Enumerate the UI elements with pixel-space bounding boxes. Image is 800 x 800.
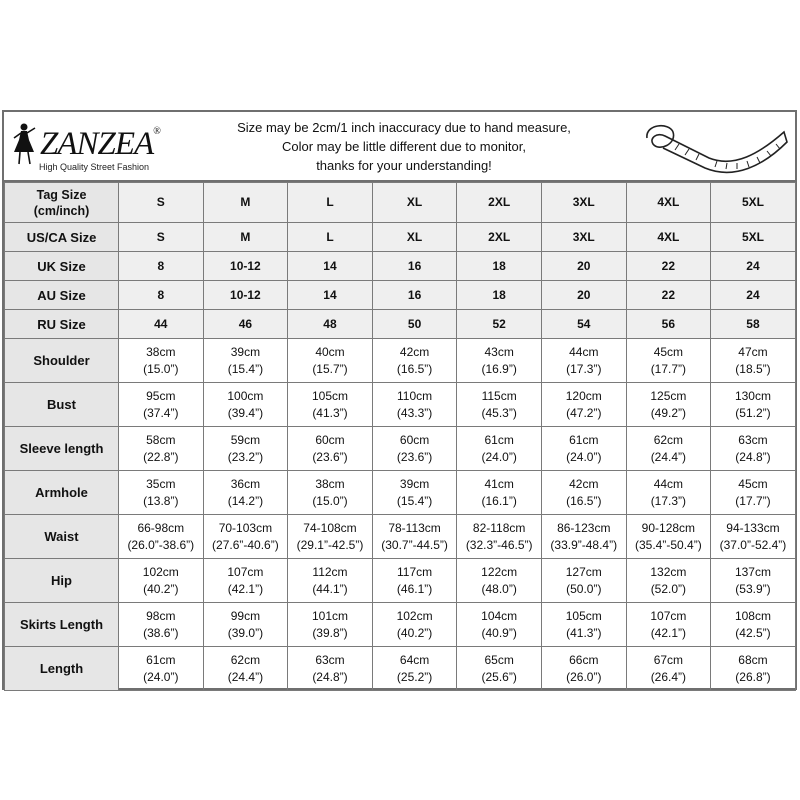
inch-value: (27.6”-40.6”) [212, 537, 279, 552]
size-cell: 50 [372, 310, 457, 339]
size-conversion-row [5, 252, 796, 281]
measurement-cell [372, 471, 457, 515]
cm-value: 68cm [738, 652, 768, 667]
cm-value: 101cm [311, 608, 348, 623]
cm-value: 117cm [397, 564, 433, 579]
inch-value: (33.9”-48.4”) [550, 537, 618, 552]
cm-value: 61cm [146, 652, 176, 667]
size-cell: 52 [457, 310, 542, 339]
cm-value: 44cm [653, 476, 684, 491]
measurement-cell [626, 515, 711, 559]
measurement-cell [119, 647, 204, 691]
cm-value: 107cm [227, 564, 264, 579]
inch-value: (53.9”) [735, 581, 771, 596]
cm-value: 104cm [481, 608, 518, 623]
measurement-row [5, 603, 796, 647]
measurement-cell [711, 427, 796, 471]
cm-value: 66-98cm [137, 520, 185, 535]
row-label-line: AU Size [37, 287, 86, 303]
inch-value: (50.0”) [566, 581, 602, 596]
inch-value: (38.6”) [143, 625, 179, 640]
measurement-cell [711, 603, 796, 647]
measurement-cell [711, 339, 796, 383]
inch-value: (22.8”) [143, 449, 179, 464]
measurement-cell [203, 471, 288, 515]
row-label: Shoulder [5, 339, 119, 383]
measurement-row [5, 339, 796, 383]
cm-value: 38cm [315, 476, 345, 491]
inch-value: (41.3”) [312, 405, 348, 420]
measurement-cell [119, 603, 204, 647]
measurement-cell [203, 515, 288, 559]
row-label: Bust [5, 383, 119, 427]
size-cell: 24 [711, 252, 796, 281]
inch-value: (51.2”) [735, 405, 771, 420]
measurement-cell [119, 383, 204, 427]
cm-value: 95cm [146, 388, 176, 403]
measurement-cell [203, 427, 288, 471]
measurement-cell [626, 427, 711, 471]
woman-silhouette-icon [10, 122, 38, 166]
notice-line: Size may be 2cm/1 inch inaccuracy due to hand measure, [237, 120, 571, 135]
size-cell: 54 [541, 310, 626, 339]
measurement-cell [541, 647, 626, 691]
measurement-cell [457, 515, 542, 559]
measurement-cell [457, 559, 542, 603]
inch-value: (24.4”) [650, 449, 687, 464]
measurement-cell [372, 427, 457, 471]
size-cell: 18 [457, 252, 542, 281]
inch-value: (35.4”-50.4”) [635, 537, 702, 552]
inch-value: (15.4”) [396, 493, 433, 508]
size-cell: 20 [541, 281, 626, 310]
inch-value: (49.2”) [650, 405, 687, 420]
measurement-cell [711, 471, 796, 515]
size-cell: 18 [457, 281, 542, 310]
inch-value: (44.1”) [312, 581, 348, 596]
cm-value: 62cm [230, 652, 261, 667]
cm-value: 105cm [311, 388, 348, 403]
inch-value: (13.8”) [143, 493, 179, 508]
measurement-row [5, 383, 796, 427]
cm-value: 39cm [399, 476, 430, 491]
size-cell: 16 [372, 281, 457, 310]
inch-value: (24.8”) [735, 449, 771, 464]
cm-value: 61cm [569, 432, 599, 447]
measurement-cell [626, 647, 711, 691]
size-cell: M [203, 183, 288, 223]
measurement-cell [457, 471, 542, 515]
measurement-cell [457, 603, 542, 647]
inch-value: (43.3”) [396, 405, 433, 420]
row-label [5, 310, 119, 339]
notice-line: thanks for your understanding! [316, 158, 492, 173]
measurement-cell [203, 559, 288, 603]
inch-value: (16.5”) [566, 493, 602, 508]
size-chart [2, 110, 797, 690]
measurement-cell [119, 471, 204, 515]
cm-value: 90-128cm [641, 520, 696, 535]
cm-value: 130cm [734, 388, 771, 403]
inch-value: (52.0”) [650, 581, 687, 596]
inch-value: (24.4”) [227, 669, 264, 684]
cm-value: 120cm [565, 388, 602, 403]
inch-value: (29.1”-42.5”) [296, 537, 364, 552]
cm-value: 137cm [734, 564, 771, 579]
cm-value: 35cm [146, 476, 176, 491]
cm-value: 66cm [569, 652, 599, 667]
measurement-cell [288, 427, 373, 471]
inch-value: (26.8”) [735, 669, 771, 684]
inch-value: (47.2”) [566, 405, 602, 420]
cm-value: 105cm [565, 608, 602, 623]
cm-value: 70-103cm [218, 520, 273, 535]
measurement-cell [711, 647, 796, 691]
cm-value: 112cm [312, 564, 348, 579]
notice-line: Color may be little different due to monitor, [282, 139, 526, 154]
size-cell: 22 [626, 281, 711, 310]
inch-value: (15.0”) [143, 361, 179, 376]
row-label [5, 281, 119, 310]
measurement-row [5, 559, 796, 603]
cm-value: 61cm [484, 432, 514, 447]
row-label-line: UK Size [37, 258, 86, 274]
cm-value: 43cm [484, 344, 514, 359]
cm-value: 40cm [315, 344, 345, 359]
measurement-cell [288, 339, 373, 383]
chart-header [4, 112, 795, 182]
cm-value: 67cm [653, 652, 684, 667]
measurement-cell [203, 339, 288, 383]
row-label-line: RU Size [37, 316, 86, 332]
inch-value: (30.7”-44.5”) [381, 537, 448, 552]
measurement-row [5, 647, 796, 691]
row-label-line: Tag Size [36, 187, 87, 202]
measurement-cell [119, 339, 204, 383]
cm-value: 59cm [230, 432, 261, 447]
inch-value: (23.6”) [396, 449, 433, 464]
row-label: Hip [5, 559, 119, 603]
inch-value: (40.9”) [481, 625, 517, 640]
cm-value: 47cm [738, 344, 768, 359]
row-label [5, 223, 119, 252]
cm-value: 100cm [227, 388, 264, 403]
cm-value: 74-108cm [303, 520, 357, 535]
measurement-cell [626, 339, 711, 383]
inch-value: (26.4”) [650, 669, 687, 684]
row-label: Armhole [5, 471, 119, 515]
inch-value: (26.0”) [566, 669, 602, 684]
measurement-cell [457, 383, 542, 427]
size-cell: 3XL [541, 183, 626, 223]
cm-value: 44cm [569, 344, 599, 359]
size-conversion-row [5, 281, 796, 310]
cm-value: 86-123cm [557, 520, 611, 535]
measurement-cell [372, 515, 457, 559]
size-cell: 4XL [626, 183, 711, 223]
cm-value: 102cm [142, 564, 179, 579]
inch-value: (17.3”) [566, 361, 602, 376]
cm-value: 63cm [315, 652, 345, 667]
cm-value: 122cm [481, 564, 518, 579]
measurement-cell [457, 647, 542, 691]
measurement-cell [372, 647, 457, 691]
row-label [5, 252, 119, 281]
cm-value: 36cm [230, 476, 261, 491]
measurement-cell [288, 515, 373, 559]
cm-value: 60cm [399, 432, 430, 447]
measurement-cell [711, 559, 796, 603]
cm-value: 41cm [484, 476, 514, 491]
measurement-cell [372, 603, 457, 647]
inch-value: (24.8”) [312, 669, 348, 684]
inch-value: (24.0”) [566, 449, 602, 464]
cm-value: 42cm [569, 476, 599, 491]
inch-value: (39.0”) [227, 625, 264, 640]
brand-logo [8, 116, 178, 178]
inch-value: (15.4”) [227, 361, 264, 376]
measurement-cell [372, 339, 457, 383]
measurement-row [5, 471, 796, 515]
cm-value: 64cm [399, 652, 430, 667]
measurement-cell [457, 339, 542, 383]
size-cell: 14 [288, 281, 373, 310]
cm-value: 82-118cm [472, 520, 526, 535]
measurement-cell [372, 383, 457, 427]
measurement-cell [288, 559, 373, 603]
size-cell: 56 [626, 310, 711, 339]
row-label: Skirts Length [5, 603, 119, 647]
size-cell: 10-12 [203, 281, 288, 310]
cm-value: 98cm [146, 608, 176, 623]
size-cell: L [288, 183, 373, 223]
measurement-cell [288, 471, 373, 515]
measurement-cell [541, 383, 626, 427]
inch-value: (17.7”) [650, 361, 687, 376]
cm-value: 65cm [484, 652, 514, 667]
measurement-row [5, 515, 796, 559]
size-cell: 22 [626, 252, 711, 281]
cm-value: 38cm [146, 344, 176, 359]
size-conversion-row [5, 183, 796, 223]
measurement-cell [541, 515, 626, 559]
cm-value: 125cm [650, 388, 687, 403]
measurement-cell [203, 603, 288, 647]
inch-value: (17.3”) [650, 493, 687, 508]
inch-value: (40.2”) [396, 625, 433, 640]
inch-value: (24.0”) [143, 669, 179, 684]
inch-value: (41.3”) [566, 625, 602, 640]
measurement-cell [626, 471, 711, 515]
size-cell: 5XL [711, 183, 796, 223]
size-cell: 24 [711, 281, 796, 310]
row-label [5, 183, 119, 223]
measuring-tape-icon [639, 118, 789, 176]
inch-value: (14.2”) [227, 493, 264, 508]
size-cell: 2XL [457, 223, 542, 252]
brand-name: ZANZEA® [40, 126, 160, 162]
cm-value: 45cm [653, 344, 684, 359]
cm-value: 78-113cm [388, 520, 441, 535]
size-table [4, 182, 796, 691]
inch-value: (42.5”) [735, 625, 771, 640]
size-cell: S [119, 223, 204, 252]
cm-value: 108cm [734, 608, 771, 623]
inch-value: (48.0”) [481, 581, 517, 596]
cm-value: 132cm [650, 564, 687, 579]
measurement-cell [541, 427, 626, 471]
size-cell: XL [372, 223, 457, 252]
row-label-line: (cm/inch) [33, 203, 90, 218]
size-cell: 5XL [711, 223, 796, 252]
size-cell: L [288, 223, 373, 252]
size-cell: 8 [119, 252, 204, 281]
size-cell: 46 [203, 310, 288, 339]
cm-value: 39cm [230, 344, 261, 359]
inch-value: (23.6”) [312, 449, 348, 464]
measurement-cell [457, 427, 542, 471]
size-cell: 3XL [541, 223, 626, 252]
inch-value: (25.6”) [481, 669, 517, 684]
measurement-cell [711, 383, 796, 427]
size-cell: 20 [541, 252, 626, 281]
inch-value: (25.2”) [396, 669, 433, 684]
inch-value: (18.5”) [735, 361, 771, 376]
measurement-cell [541, 339, 626, 383]
cm-value: 110cm [397, 388, 433, 403]
inch-value: (37.4”) [143, 405, 179, 420]
inch-value: (42.1”) [650, 625, 687, 640]
measurement-cell [626, 559, 711, 603]
inch-value: (15.0”) [312, 493, 348, 508]
inch-value: (24.0”) [481, 449, 517, 464]
cm-value: 94-133cm [726, 520, 780, 535]
inch-value: (37.0”-52.4”) [719, 537, 787, 552]
row-label-line: US/CA Size [26, 229, 97, 245]
measurement-cell [288, 383, 373, 427]
row-label: Sleeve length [5, 427, 119, 471]
size-cell: XL [372, 183, 457, 223]
cm-value: 58cm [146, 432, 176, 447]
measurement-cell [288, 647, 373, 691]
measurement-cell [541, 559, 626, 603]
size-cell: S [119, 183, 204, 223]
measurement-row [5, 427, 796, 471]
size-cell: 14 [288, 252, 373, 281]
cm-value: 99cm [230, 608, 261, 623]
inch-value: (32.3”-46.5”) [465, 537, 533, 552]
cm-value: 102cm [396, 608, 433, 623]
measurement-cell [626, 603, 711, 647]
cm-value: 62cm [653, 432, 684, 447]
measurement-cell [119, 515, 204, 559]
size-cell: 2XL [457, 183, 542, 223]
size-cell: 4XL [626, 223, 711, 252]
inch-value: (26.0”-38.6”) [127, 537, 195, 552]
measurement-cell [372, 559, 457, 603]
measurement-cell [288, 603, 373, 647]
measurement-cell [541, 603, 626, 647]
inch-value: (15.7”) [312, 361, 348, 376]
inch-value: (16.9”) [481, 361, 517, 376]
inch-value: (42.1”) [227, 581, 264, 596]
cm-value: 60cm [315, 432, 345, 447]
cm-value: 45cm [738, 476, 768, 491]
inch-value: (17.7”) [735, 493, 771, 508]
measurement-cell [119, 559, 204, 603]
size-cell: M [203, 223, 288, 252]
measurement-cell [711, 515, 796, 559]
cm-value: 63cm [738, 432, 768, 447]
row-label: Waist [5, 515, 119, 559]
inch-value: (46.1”) [396, 581, 433, 596]
inch-value: (40.2”) [143, 581, 179, 596]
inch-value: (39.4”) [227, 405, 264, 420]
cm-value: 115cm [481, 388, 517, 403]
inch-value: (45.3”) [481, 405, 517, 420]
cm-value: 127cm [565, 564, 602, 579]
measurement-cell [119, 427, 204, 471]
size-cell: 48 [288, 310, 373, 339]
cm-value: 42cm [399, 344, 430, 359]
size-cell: 58 [711, 310, 796, 339]
inch-value: (16.1”) [481, 493, 517, 508]
size-cell: 10-12 [203, 252, 288, 281]
size-cell: 44 [119, 310, 204, 339]
size-conversion-row [5, 223, 796, 252]
size-cell: 8 [119, 281, 204, 310]
inch-value: (23.2”) [227, 449, 264, 464]
measurement-cell [203, 383, 288, 427]
brand-tagline: High Quality Street Fashion [39, 162, 150, 172]
measurement-notice [204, 118, 604, 175]
row-label: Length [5, 647, 119, 691]
size-cell: 16 [372, 252, 457, 281]
size-conversion-row [5, 310, 796, 339]
measurement-cell [203, 647, 288, 691]
cm-value: 107cm [650, 608, 687, 623]
inch-value: (39.8”) [312, 625, 348, 640]
inch-value: (16.5”) [396, 361, 433, 376]
measurement-cell [626, 383, 711, 427]
measurement-cell [541, 471, 626, 515]
